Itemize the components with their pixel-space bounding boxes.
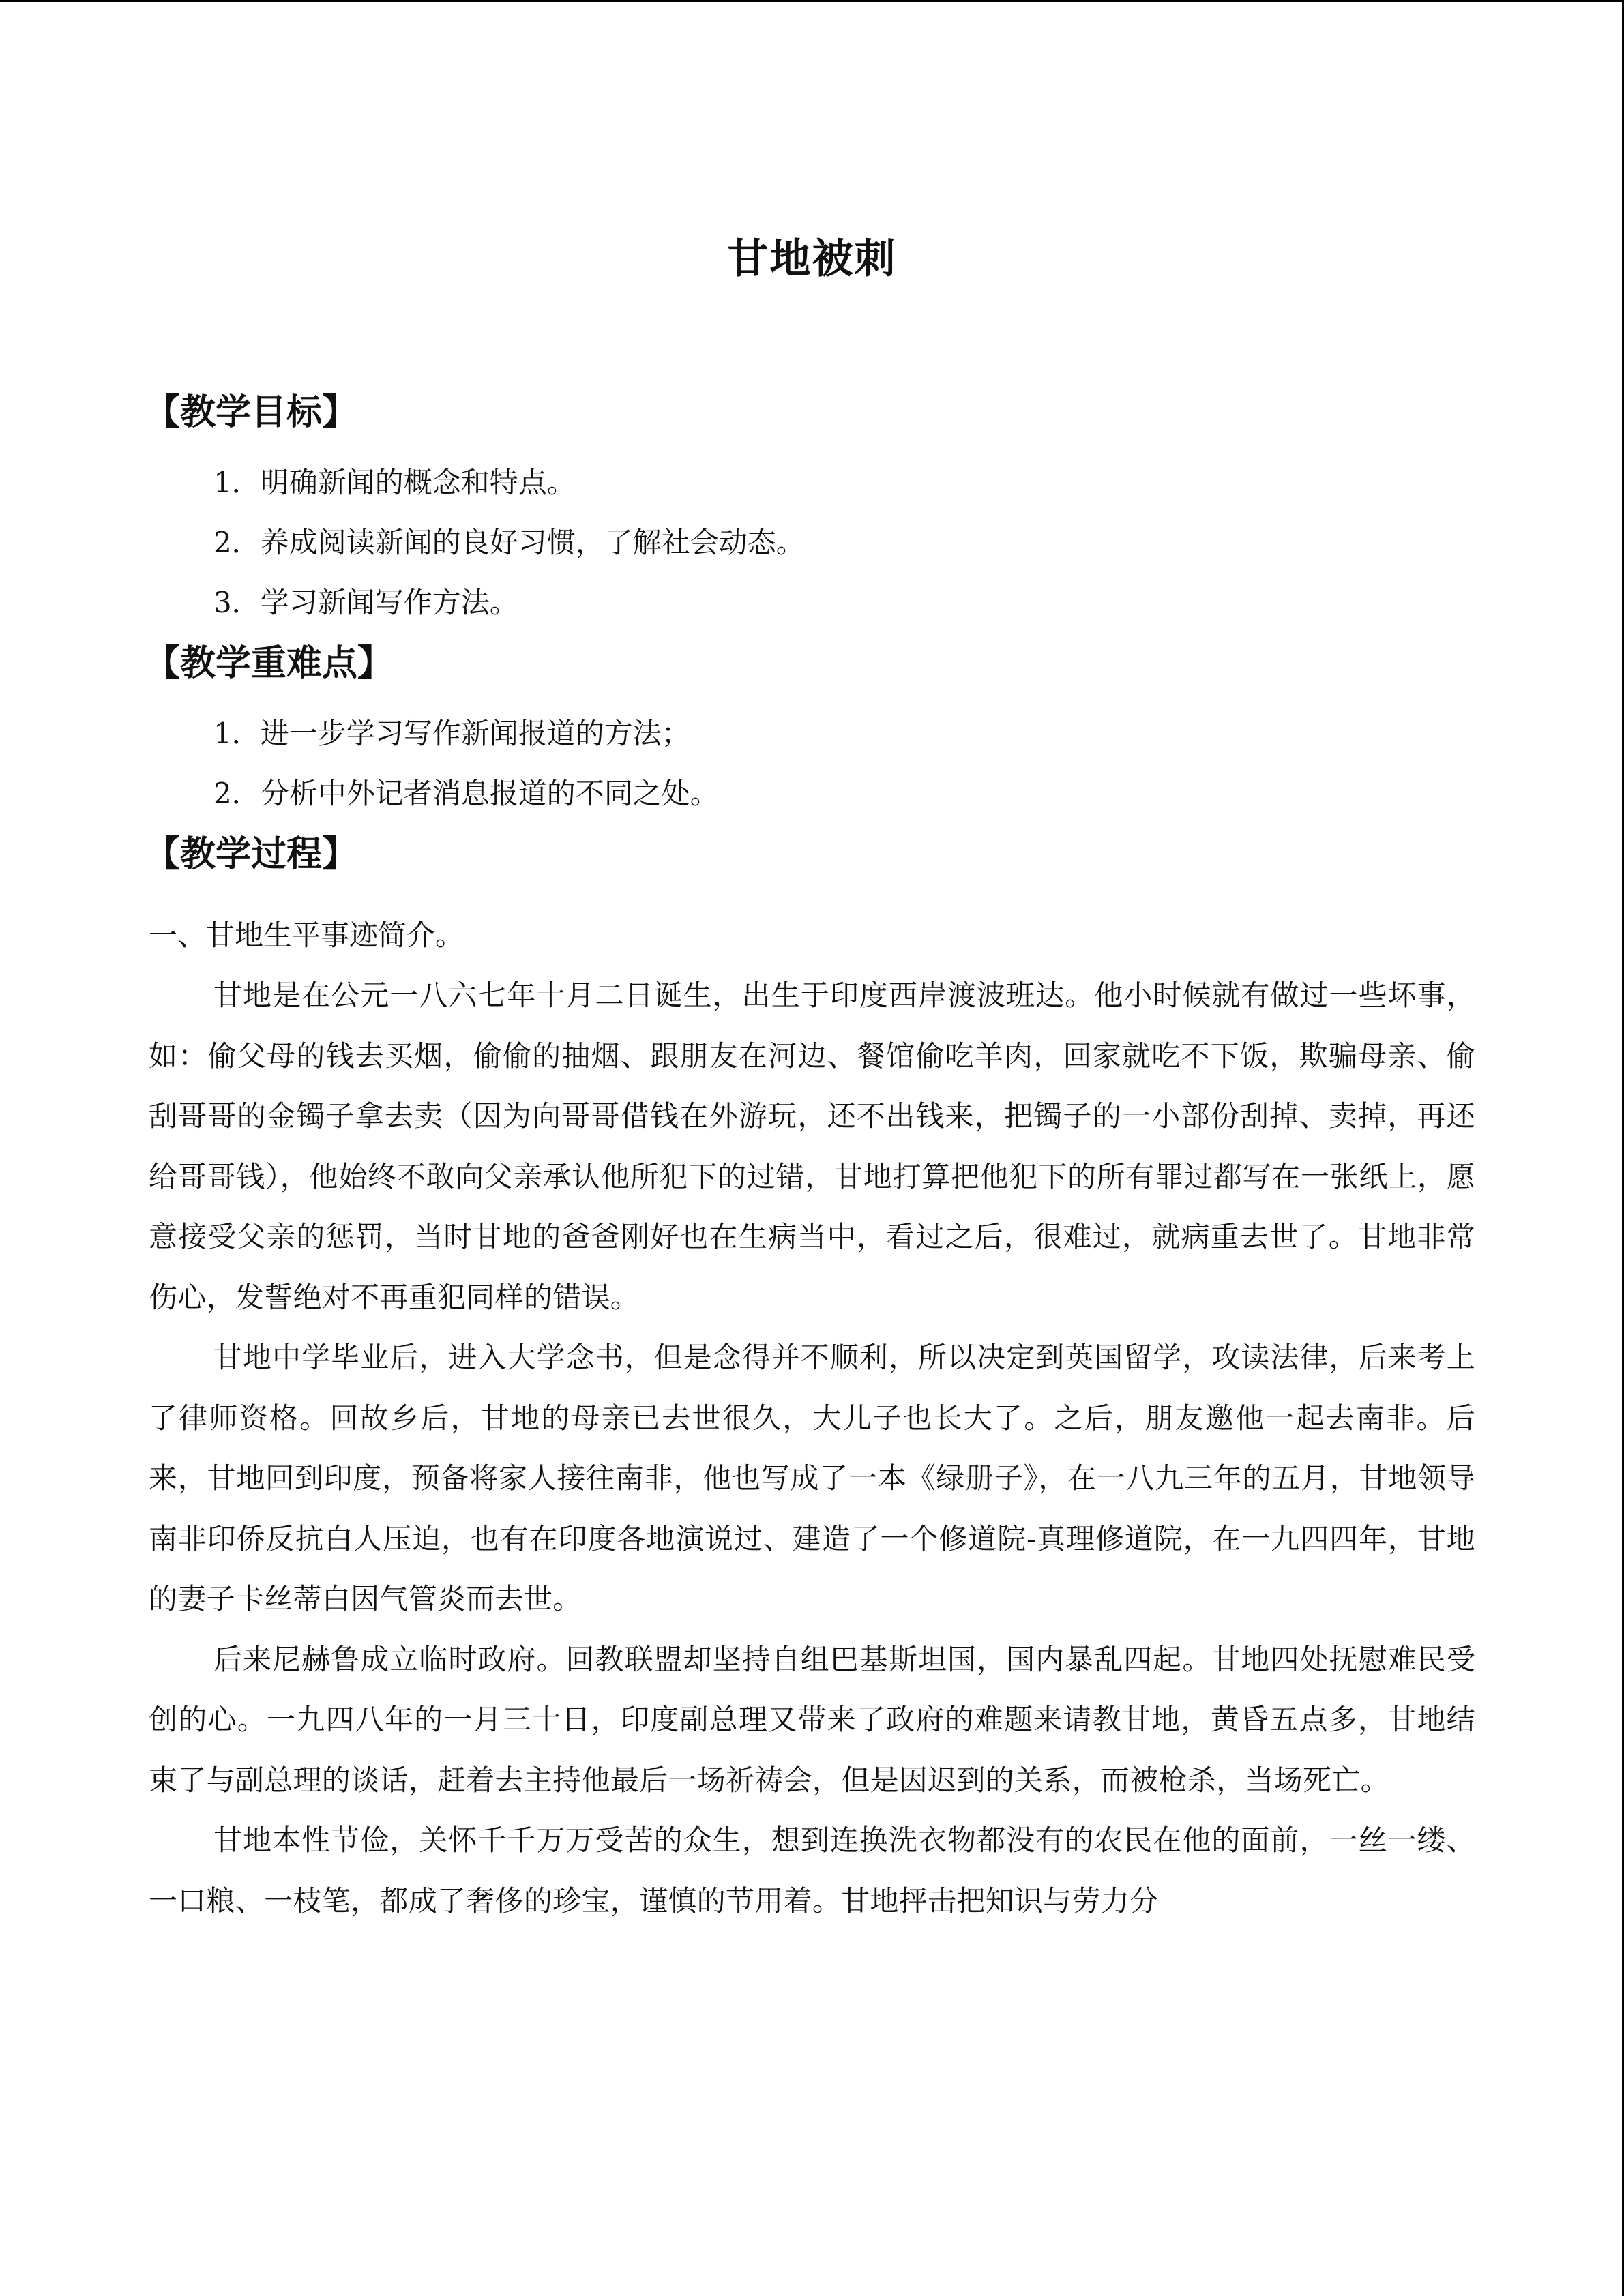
paragraph: 甘地本性节俭，关怀千千万万受苦的众生，想到连换洗衣物都没有的农民在他的面前，一丝一缕、一口粮、一枝笔，都成了奢侈的珍宝，谨慎的节用着。甘地抨击把知识与劳力分 <box>149 1823 1475 1918</box>
document-body <box>145 382 1475 1931</box>
section-teaching-process <box>145 824 1475 1931</box>
page-border-top <box>0 0 1624 2</box>
list-item: 2．养成阅读新闻的良好习惯，了解社会动态。 <box>213 526 805 559</box>
paragraph: 甘地是在公元一八六七年十月二日诞生，出生于印度西岸渡波班达。他小时候就有做过一些坏事，如：偷父母的钱去买烟，偷偷的抽烟、跟朋友在河边、餐馆偷吃羊肉，回家就吃不下饭，欺骗母亲、偷刮哥哥的金镯子拿去卖（因为向哥哥借钱在外游玩，还不出钱来，把镯子的一小部份刮掉、卖掉，再还给哥哥钱），他始终不敢向父亲承认他所犯下的过错，甘地打算把他犯下的所有罪过都写在一张纸上，愿意接受父亲的惩罚，当时甘地的爸爸刚好也在生病当中，看过之后，很难过，就病重去世了。甘地非常伤心，发誓绝对不再重犯同样的错误。 <box>149 979 1475 1314</box>
section-key-difficulties <box>145 633 1475 824</box>
section-heading: 【教学重难点】 <box>145 642 394 684</box>
list-item: 3．学习新闻写作方法。 <box>213 586 518 619</box>
paragraph: 甘地中学毕业后，进入大学念书，但是念得并不顺利，所以决定到英国留学，攻读法律，后来考上了律师资格。回故乡后，甘地的母亲已去世很久，大儿子也长大了。之后，朋友邀他一起去南非。后来，甘地回到印度，预备将家人接往南非，他也写成了一本《绿册子》，在一八九三年的五月，甘地领导南非印侨反抗白人压迫，也有在印度各地演说过、建造了一个修道院-真理修道院，在一九四四年，甘地的妻子卡丝蒂白因气管炎而去世。 <box>149 1341 1475 1615</box>
section-heading: 【教学目标】 <box>145 391 358 433</box>
subsection-heading: 一、甘地生平事迹简介。 <box>149 919 464 952</box>
list-item: 1．进一步学习写作新闻报道的方法； <box>213 717 690 750</box>
list-item: 2．分析中外记者消息报道的不同之处。 <box>213 777 719 810</box>
list-item: 1．明确新闻的概念和特点。 <box>213 466 576 499</box>
section-teaching-goals <box>145 382 1475 633</box>
document-title: 甘地被刺 <box>727 235 897 284</box>
section-heading: 【教学过程】 <box>145 833 358 875</box>
paragraph: 后来尼赫鲁成立临时政府。回教联盟却坚持自组巴基斯坦国，国内暴乱四起。甘地四处抚慰难民受创的心。一九四八年的一月三十日，印度副总理又带来了政府的难题来请教甘地，黄昏五点多，甘地结束了与副总理的谈话，赶着去主持他最后一场祈祷会，但是因迟到的关系，而被枪杀，当场死亡。 <box>149 1642 1475 1797</box>
